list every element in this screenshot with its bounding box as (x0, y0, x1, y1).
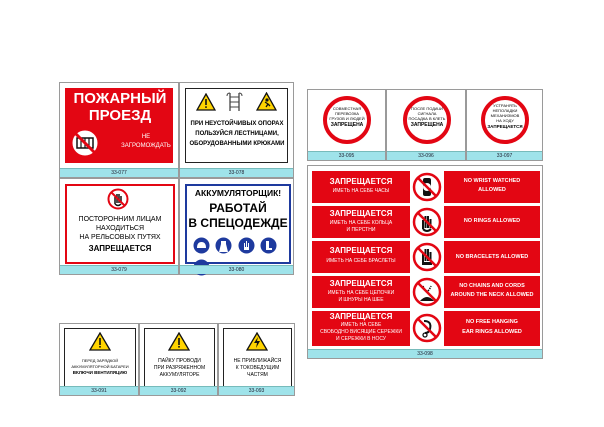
sign-text-line3: ПОСАДКА В КЛЕТЬ (408, 116, 446, 121)
ban-row-ru-title: ЗАПРЕЩАЕТСЯ (329, 312, 393, 321)
sign-33-093 (218, 323, 295, 396)
ban-row-ru-line2: И ПЕРСТНИ (346, 227, 376, 233)
sign-code: 33-097 (467, 151, 542, 160)
sign-title-line1: ПОЖАРНЫЙ (73, 90, 167, 107)
gloves-icon (238, 237, 255, 254)
sign-text-line4: ЗАПРЕЩЕНА (410, 122, 444, 128)
sign-text-line2: ПРИ РАЗРЯЖЕННОМ (153, 365, 206, 371)
ban-row-ru-line2: СВОБОДНО ВИСЯЩИЕ СЕРЕЖКИ (320, 329, 402, 335)
sign-33-092 (139, 323, 218, 396)
sign-33-091 (59, 323, 139, 396)
sign-33-080 (179, 178, 294, 275)
high-voltage-icon (246, 332, 268, 351)
ban-row-en-line2: EAR RINGS ALLOWED (462, 329, 522, 335)
sign-33-096 (386, 89, 466, 161)
sign-33-098 (307, 165, 543, 359)
sign-title-line2: ПРОЕЗД (88, 107, 152, 124)
sign-note-line1: НЕ (141, 134, 151, 140)
sign-text-line2: РАБОТАЙ (209, 201, 267, 215)
sign-text-line2: К ТОКОВЕДУЩИМ (235, 365, 280, 371)
sign-code: 33-092 (140, 386, 217, 395)
apron-icon (215, 237, 232, 254)
ban-row-en-line1: NO WRIST WATCHED (463, 178, 521, 184)
sign-code: 33-095 (308, 151, 385, 160)
warning-triangle-icon (196, 93, 216, 111)
prohibition-fence-icon (69, 127, 101, 159)
sign-code: 33-078 (180, 168, 293, 177)
sign-text-line1: НЕ ПРИБЛИЖАЙСЯ (233, 358, 282, 364)
ban-row-en-line1: NO CHAINS AND CORDS (459, 283, 525, 289)
boots-icon (260, 237, 277, 254)
ban-row-ru-title: ЗАПРЕЩАЕТСЯ (329, 209, 393, 218)
sign-text-line4: НА ХОДУ (496, 118, 514, 123)
ban-row-ru-panel (312, 171, 410, 203)
ban-row-en-line1: NO FREE HANGING (466, 319, 518, 325)
helmet-icon (193, 237, 210, 254)
sign-33-097 (466, 89, 543, 161)
sign-text-line2: СИГНАЛА (417, 111, 437, 116)
sign-text-line3: ОБОРУДОВАННЫМИ КРЮКАМИ (189, 141, 285, 147)
no-rings-icon (412, 207, 442, 237)
sign-text-line3: ГРУЗОВ И ЛЮДЕЙ (329, 116, 365, 121)
sign-code: 33-091 (60, 386, 138, 395)
sign-text-line2: НЕПОЛАДКИ (492, 108, 518, 113)
sign-text-line4: ЗАПРЕЩАЕТСЯ (88, 244, 152, 253)
sign-code: 33-096 (387, 151, 465, 160)
ban-row-ru-line1: ИМЕТЬ НА СЕБЕ (340, 322, 382, 328)
sign-33-095 (307, 89, 386, 161)
warning-triangle-icon (168, 332, 190, 351)
sign-code: 33-077 (60, 168, 178, 177)
sign-note-line2: ЗАГРОМОЖДАТЬ (121, 143, 171, 149)
ban-row-ru-line3: И СЕРЕЖКИ В НОСУ (336, 336, 386, 342)
no-bracelets-icon (412, 242, 442, 272)
prohibition-hand-icon (107, 188, 129, 210)
sign-text-line5: ЗАПРЕЩАЕТСЯ (487, 124, 523, 129)
no-watch-icon (412, 172, 442, 202)
ban-row-ru-title: ЗАПРЕЩАЕТСЯ (329, 246, 393, 255)
ban-row-ru-title: ЗАПРЕЩАЕТСЯ (329, 279, 393, 288)
sign-text-line3: В СПЕЦОДЕЖДЕ (188, 216, 288, 230)
ban-row-ru-line1: ИМЕТЬ НА СЕБЕ ЦЕПОЧКИ (327, 290, 395, 296)
sign-text-line1: ПОСЛЕ ПОДАЧИ (411, 106, 443, 111)
ppe-icons-row (193, 237, 285, 255)
sign-code: 33-080 (180, 265, 293, 274)
sign-text-line3: АККУМУЛЯТОРЕ (159, 372, 200, 378)
sign-33-077 (59, 82, 179, 178)
warning-triangle-icon (89, 332, 111, 351)
sign-text-line1: АККУМУЛЯТОРЩИК! (194, 188, 282, 198)
sign-text-line1: УСТРАНЯТЬ (493, 103, 517, 108)
sign-code: 33-079 (60, 265, 178, 274)
sign-text-line2: НАХОДИТЬСЯ (95, 225, 145, 232)
sign-text-line3: ВКЛЮЧИ ВЕНТИЛЯЦИЮ (72, 370, 128, 375)
sign-text-line1: ПЕРЕД ЗАРЯДКОЙ (81, 358, 119, 363)
sign-33-078 (179, 82, 294, 178)
sign-text-line1: ПАЙКУ ПРОВОДИ (158, 358, 201, 364)
ban-row-en-line2: ALLOWED (478, 187, 506, 193)
ban-row-ru-line1: ИМЕТЬ НА СЕБЕ КОЛЬЦА (329, 220, 393, 226)
sign-text-line1: ПРИ НЕУСТОЙЧИВЫХ ОПОРАХ (190, 121, 284, 127)
ban-row-en-line1: NO RINGS ALLOWED (463, 218, 521, 224)
falling-person-icon (256, 92, 277, 111)
sign-text-line3: МЕХАНИЗМОВ (490, 113, 520, 118)
sign-text-line4: ЗАПРЕЩЕНА (330, 122, 364, 128)
ban-row-ru-line1: ИМЕТЬ НА СЕБЕ ЧАСЫ (332, 188, 390, 194)
ban-row-ru-title: ЗАПРЕЩАЕТСЯ (329, 177, 393, 186)
ban-row-en-line2: AROUND THE NECK ALLOWED (450, 292, 534, 298)
sign-text-line2: ПЕРЕВОЗКА (335, 111, 359, 116)
sign-text-line1: СОВМЕСТНАЯ (332, 106, 362, 111)
sign-code: 33-093 (219, 386, 294, 395)
ladder-icon (224, 91, 246, 113)
ban-row-ru-line2: И ШНУРЫ НА ШЕЕ (338, 297, 384, 303)
sign-text-line3: НА РЕЛЬСОВЫХ ПУТЯХ (79, 234, 161, 241)
ban-row-en-line1: NO BRACELETS ALLOWED (455, 254, 529, 260)
sign-text-line1: ПОСТОРОННИМ ЛИЦАМ (78, 216, 162, 223)
no-earrings-icon (412, 313, 442, 343)
no-chains-icon (412, 277, 442, 307)
sign-text-line3: ЧАСТЯМ (247, 372, 268, 378)
sign-code: 33-098 (308, 349, 542, 358)
sign-text-line2: АККУМУЛЯТОРНОЙ БАТАРЕИ (71, 364, 129, 369)
sign-33-079 (59, 178, 179, 275)
ban-row-ru-line1: ИМЕТЬ НА СЕБЕ БРАСЛЕТЫ (326, 258, 396, 264)
sign-text-line2: ПОЛЬЗУЙСЯ ЛЕСТНИЦАМИ, (195, 131, 279, 137)
